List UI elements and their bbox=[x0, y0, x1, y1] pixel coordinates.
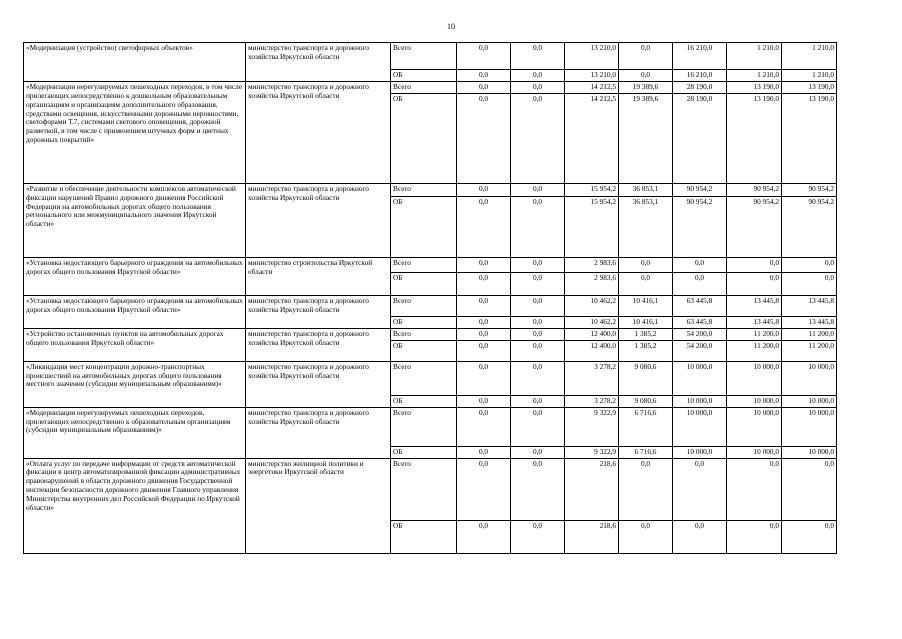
amount-cell: 0,0 bbox=[511, 196, 565, 257]
amount-cell: 36 853,1 bbox=[619, 183, 673, 196]
amount-cell: 0,0 bbox=[619, 257, 673, 272]
executor-cell: министерство транспорта и дорожного хозяйства Иркутской области bbox=[246, 183, 391, 257]
executor-cell: министерство жилищной политики и энергетики Иркутской области bbox=[246, 458, 391, 553]
amount-cell: 12 400,0 bbox=[565, 328, 619, 340]
amount-cell: 1 210,0 bbox=[782, 70, 837, 82]
amount-cell: 0,0 bbox=[782, 520, 837, 553]
amount-cell: 1 385,2 bbox=[619, 328, 673, 340]
amount-cell: 0,0 bbox=[457, 93, 511, 183]
measure-name-cell: «Модернизация (устройство) светофорных объектов» bbox=[24, 43, 246, 82]
amount-cell: 10 000,0 bbox=[673, 361, 727, 395]
table-row bbox=[24, 458, 837, 520]
funding-source-cell: ОБ bbox=[391, 272, 457, 295]
amount-cell: 16 210,0 bbox=[673, 70, 727, 82]
amount-cell: 11 200,0 bbox=[727, 328, 782, 340]
amount-cell: 0,0 bbox=[511, 316, 565, 328]
funding-source-cell: ОБ bbox=[391, 395, 457, 407]
amount-cell: 1 210,0 bbox=[727, 43, 782, 70]
amount-cell: 10 000,0 bbox=[782, 446, 837, 458]
executor-cell: министерство транспорта и дорожного хозяйства Иркутской области bbox=[246, 43, 391, 82]
funding-source-cell: ОБ bbox=[391, 196, 457, 257]
amount-cell: 0,0 bbox=[727, 458, 782, 520]
funding-source-cell: Всего bbox=[391, 257, 457, 272]
amount-cell: 90 954,2 bbox=[782, 183, 837, 196]
funding-source-cell: Всего bbox=[391, 458, 457, 520]
amount-cell: 6 716,6 bbox=[619, 407, 673, 446]
amount-cell: 0,0 bbox=[727, 257, 782, 272]
amount-cell: 19 389,6 bbox=[619, 93, 673, 183]
amount-cell: 13 210,0 bbox=[565, 70, 619, 82]
amount-cell: 90 954,2 bbox=[782, 196, 837, 257]
funding-source-cell: Всего bbox=[391, 43, 457, 70]
amount-cell: 0,0 bbox=[511, 407, 565, 446]
funding-source-cell: ОБ bbox=[391, 340, 457, 361]
table-row bbox=[24, 183, 837, 196]
amount-cell: 10 000,0 bbox=[673, 446, 727, 458]
executor-cell: министерство транспорта и дорожного хозяйства Иркутской области bbox=[246, 407, 391, 458]
amount-cell: 10 416,1 bbox=[619, 316, 673, 328]
amount-cell: 0,0 bbox=[673, 458, 727, 520]
amount-cell: 0,0 bbox=[511, 395, 565, 407]
amount-cell: 13 445,8 bbox=[782, 316, 837, 328]
amount-cell: 54 200,0 bbox=[673, 328, 727, 340]
funding-source-cell: Всего bbox=[391, 183, 457, 196]
amount-cell: 0,0 bbox=[727, 520, 782, 553]
amount-cell: 13 190,0 bbox=[782, 81, 837, 93]
amount-cell: 63 445,8 bbox=[673, 295, 727, 316]
amount-cell: 16 210,0 bbox=[673, 43, 727, 70]
amount-cell: 0,0 bbox=[457, 458, 511, 520]
funding-source-cell: ОБ bbox=[391, 70, 457, 82]
executor-cell: министерство строительства Иркутской области bbox=[246, 257, 391, 295]
funding-source-cell: ОБ bbox=[391, 93, 457, 183]
amount-cell: 9 322,9 bbox=[565, 446, 619, 458]
amount-cell: 14 212,5 bbox=[565, 81, 619, 93]
amount-cell: 6 716,6 bbox=[619, 446, 673, 458]
amount-cell: 0,0 bbox=[511, 295, 565, 316]
measure-name-cell: «Развитие и обеспечение деятельности комплексов автоматической фиксации нарушений Правил дорожного движения Российской Федерации на автомобильных дорогах общего пользования регионального или межмуниципального значения Иркутской области» bbox=[24, 183, 246, 257]
amount-cell: 0,0 bbox=[457, 520, 511, 553]
table-row bbox=[24, 43, 837, 70]
measure-name-cell: «Оплата услуг по передаче информации от средств автоматической фиксации в центр автоматизированной фиксации административных правонарушений в области дорожного движения Государственной инспекции безопасности дорожного движения Главного управления Министерства внутренних дел Российской Федерации по Иркутской области» bbox=[24, 458, 246, 553]
amount-cell: 0,0 bbox=[511, 520, 565, 553]
amount-cell: 1 210,0 bbox=[782, 43, 837, 70]
executor-cell: министерство транспорта и дорожного хозяйства Иркутской области bbox=[246, 295, 391, 328]
amount-cell: 36 853,1 bbox=[619, 196, 673, 257]
amount-cell: 0,0 bbox=[619, 70, 673, 82]
amount-cell: 19 389,6 bbox=[619, 81, 673, 93]
amount-cell: 0,0 bbox=[782, 458, 837, 520]
table-row bbox=[24, 295, 837, 316]
amount-cell: 90 954,2 bbox=[673, 183, 727, 196]
amount-cell: 0,0 bbox=[673, 257, 727, 272]
amount-cell: 10 462,2 bbox=[565, 316, 619, 328]
amount-cell: 0,0 bbox=[619, 520, 673, 553]
funding-source-cell: Всего bbox=[391, 328, 457, 340]
amount-cell: 54 200,0 bbox=[673, 340, 727, 361]
amount-cell: 13 190,0 bbox=[727, 81, 782, 93]
funding-source-cell: Всего bbox=[391, 295, 457, 316]
amount-cell: 0,0 bbox=[673, 272, 727, 295]
budget-table-body bbox=[24, 43, 837, 554]
amount-cell: 0,0 bbox=[457, 340, 511, 361]
amount-cell: 0,0 bbox=[457, 395, 511, 407]
amount-cell: 12 400,0 bbox=[565, 340, 619, 361]
amount-cell: 0,0 bbox=[619, 272, 673, 295]
measure-name-cell: «Ликвидация мест концентрации дорожно-транспортных происшествий на автомобильных дорогах общего пользования местного значения (субсидии муниципальным образованиям)» bbox=[24, 361, 246, 407]
amount-cell: 15 954,2 bbox=[565, 196, 619, 257]
amount-cell: 0,0 bbox=[782, 272, 837, 295]
amount-cell: 11 200,0 bbox=[782, 328, 837, 340]
amount-cell: 1 385,2 bbox=[619, 340, 673, 361]
budget-table bbox=[23, 42, 837, 554]
amount-cell: 28 190,0 bbox=[673, 81, 727, 93]
amount-cell: 3 278,2 bbox=[565, 395, 619, 407]
amount-cell: 2 983,6 bbox=[565, 257, 619, 272]
amount-cell: 3 278,2 bbox=[565, 361, 619, 395]
funding-source-cell: ОБ bbox=[391, 316, 457, 328]
amount-cell: 0,0 bbox=[511, 70, 565, 82]
amount-cell: 0,0 bbox=[619, 458, 673, 520]
executor-cell: министерство транспорта и дорожного хозяйства Иркутской области bbox=[246, 328, 391, 361]
amount-cell: 0,0 bbox=[511, 340, 565, 361]
amount-cell: 10 462,2 bbox=[565, 295, 619, 316]
amount-cell: 0,0 bbox=[457, 361, 511, 395]
table-row bbox=[24, 361, 837, 395]
amount-cell: 0,0 bbox=[511, 458, 565, 520]
table-row bbox=[24, 257, 837, 272]
amount-cell: 0,0 bbox=[457, 43, 511, 70]
amount-cell: 11 200,0 bbox=[782, 340, 837, 361]
executor-cell: министерство транспорта и дорожного хозяйства Иркутской области bbox=[246, 361, 391, 407]
page-number: 10 bbox=[447, 22, 455, 31]
amount-cell: 0,0 bbox=[511, 257, 565, 272]
amount-cell: 0,0 bbox=[457, 407, 511, 446]
amount-cell: 0,0 bbox=[511, 361, 565, 395]
amount-cell: 10 000,0 bbox=[782, 395, 837, 407]
amount-cell: 0,0 bbox=[511, 81, 565, 93]
amount-cell: 0,0 bbox=[727, 272, 782, 295]
amount-cell: 0,0 bbox=[457, 257, 511, 272]
table-row bbox=[24, 328, 837, 340]
amount-cell: 0,0 bbox=[619, 43, 673, 70]
amount-cell: 10 000,0 bbox=[727, 407, 782, 446]
amount-cell: 13 445,8 bbox=[782, 295, 837, 316]
amount-cell: 0,0 bbox=[457, 316, 511, 328]
amount-cell: 0,0 bbox=[782, 257, 837, 272]
measure-name-cell: «Устройство остановочных пунктов на автомобильных дорогах общего пользования Иркутской области» bbox=[24, 328, 246, 361]
amount-cell: 0,0 bbox=[511, 93, 565, 183]
amount-cell: 13 210,0 bbox=[565, 43, 619, 70]
amount-cell: 13 190,0 bbox=[782, 93, 837, 183]
amount-cell: 15 954,2 bbox=[565, 183, 619, 196]
amount-cell: 10 000,0 bbox=[727, 446, 782, 458]
amount-cell: 0,0 bbox=[511, 446, 565, 458]
amount-cell: 10 000,0 bbox=[673, 395, 727, 407]
amount-cell: 90 954,2 bbox=[727, 183, 782, 196]
amount-cell: 0,0 bbox=[457, 272, 511, 295]
amount-cell: 0,0 bbox=[511, 43, 565, 70]
amount-cell: 10 000,0 bbox=[727, 361, 782, 395]
amount-cell: 0,0 bbox=[511, 183, 565, 196]
amount-cell: 11 200,0 bbox=[727, 340, 782, 361]
amount-cell: 9 080,6 bbox=[619, 395, 673, 407]
amount-cell: 10 000,0 bbox=[782, 361, 837, 395]
amount-cell: 63 445,8 bbox=[673, 316, 727, 328]
funding-source-cell: Всего bbox=[391, 407, 457, 446]
table-row bbox=[24, 407, 837, 446]
executor-cell: министерство транспорта и дорожного хозяйства Иркутской области bbox=[246, 81, 391, 183]
amount-cell: 10 000,0 bbox=[782, 407, 837, 446]
amount-cell: 10 000,0 bbox=[727, 395, 782, 407]
amount-cell: 0,0 bbox=[673, 520, 727, 553]
amount-cell: 1 210,0 bbox=[727, 70, 782, 82]
amount-cell: 0,0 bbox=[457, 446, 511, 458]
amount-cell: 0,0 bbox=[457, 196, 511, 257]
measure-name-cell: «Установка недостающего барьерного ограждения на автомобильных дорогах общего пользования Иркутской области» bbox=[24, 295, 246, 328]
amount-cell: 218,6 bbox=[565, 520, 619, 553]
funding-source-cell: ОБ bbox=[391, 446, 457, 458]
amount-cell: 28 190,0 bbox=[673, 93, 727, 183]
measure-name-cell: «Установка недостающего барьерного ограждения на автомобильных дорогах общего пользования Иркутской области» bbox=[24, 257, 246, 295]
funding-source-cell: Всего bbox=[391, 361, 457, 395]
amount-cell: 13 190,0 bbox=[727, 93, 782, 183]
amount-cell: 10 000,0 bbox=[673, 407, 727, 446]
amount-cell: 13 445,8 bbox=[727, 295, 782, 316]
amount-cell: 90 954,2 bbox=[673, 196, 727, 257]
amount-cell: 2 983,6 bbox=[565, 272, 619, 295]
amount-cell: 90 954,2 bbox=[727, 196, 782, 257]
amount-cell: 9 322,9 bbox=[565, 407, 619, 446]
amount-cell: 0,0 bbox=[511, 328, 565, 340]
funding-source-cell: Всего bbox=[391, 81, 457, 93]
measure-name-cell: «Модернизация нерегулируемых пешеходных переходов, в том числе прилегающих непосредственно к дошкольным образовательным организациям и организациям дополнительного образования, средствами освещения, искусственными дорожными неровностями, светофорами Т.7, системами светового оповещения, дорожной разметкой, в том числе с применением штучных форм и цветных дорожных покрытий» bbox=[24, 81, 246, 183]
amount-cell: 13 445,8 bbox=[727, 316, 782, 328]
amount-cell: 0,0 bbox=[457, 295, 511, 316]
amount-cell: 0,0 bbox=[511, 272, 565, 295]
amount-cell: 218,6 bbox=[565, 458, 619, 520]
amount-cell: 0,0 bbox=[457, 328, 511, 340]
amount-cell: 10 416,1 bbox=[619, 295, 673, 316]
amount-cell: 9 080,6 bbox=[619, 361, 673, 395]
amount-cell: 0,0 bbox=[457, 70, 511, 82]
table-row bbox=[24, 81, 837, 93]
amount-cell: 14 212,5 bbox=[565, 93, 619, 183]
measure-name-cell: «Модернизация нерегулируемых пешеходных переходов, прилегающих непосредственно к образовательным организациям (субсидии муниципальным образованиям)» bbox=[24, 407, 246, 458]
funding-source-cell: ОБ bbox=[391, 520, 457, 553]
amount-cell: 0,0 bbox=[457, 183, 511, 196]
amount-cell: 0,0 bbox=[457, 81, 511, 93]
